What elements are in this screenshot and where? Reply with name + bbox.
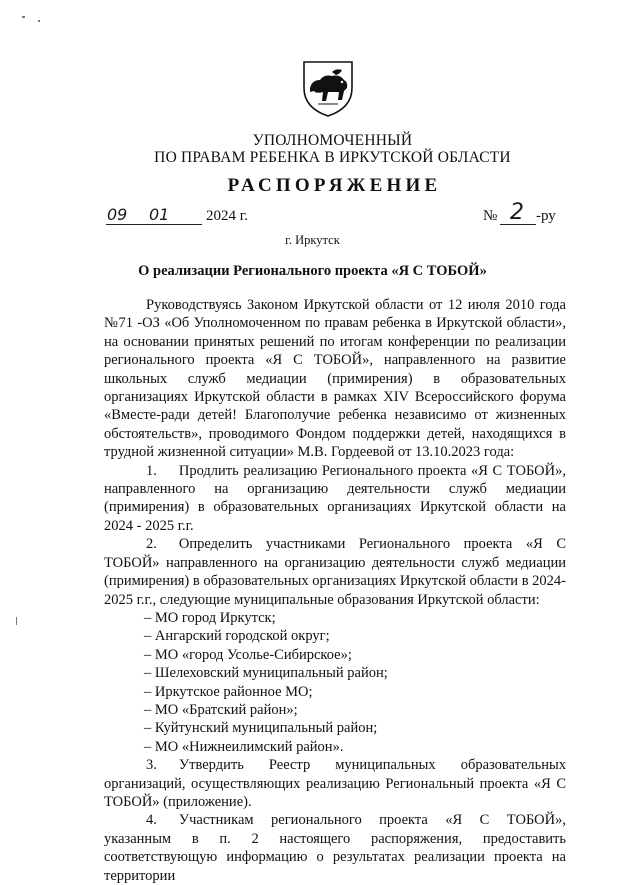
city: г. Иркутск xyxy=(285,233,340,247)
list-item: – Иркутское районное МО; xyxy=(144,683,313,700)
list-item: – МО город Иркутск; xyxy=(144,609,276,626)
date-month-handwritten: 01 xyxy=(149,205,170,224)
list-item: – МО «город Усолье-Сибирское»; xyxy=(144,646,352,663)
list-item: – МО «Нижнеилимский район». xyxy=(144,738,344,755)
item-text: Утвердить Реестр муниципальных образовательных организаций, осуществляющих реализацию Региональный проекта «Я С ТОБОЙ» (приложение). xyxy=(104,757,566,810)
scan-artifact xyxy=(22,16,25,18)
item-text: Определить участниками Регионального проекта «Я С ТОБОЙ» направленного на организацию деятельности служб медиации (примирения) в образовательных организациях Иркутской области в 2024-2025 г.г., следующие муниципальные образования Иркутской области: xyxy=(104,536,566,608)
scan-artifact xyxy=(16,617,17,625)
document-number-handwritten: 2 xyxy=(510,200,524,225)
document-subject: О реализации Регионального проекта «Я С ТОБОЙ» xyxy=(138,263,487,279)
list-item: – Куйтунский муниципальный район; xyxy=(144,720,378,737)
item-number: 3. xyxy=(146,757,157,774)
item-1 xyxy=(104,462,566,536)
date-year: 2024 г. xyxy=(206,208,248,224)
document-type-title: РАСПОРЯЖЕНИЕ xyxy=(227,175,442,196)
date-underline xyxy=(106,224,202,225)
date-number-line xyxy=(100,200,560,231)
item-text: Продлить реализацию Регионального проекта «Я С ТОБОЙ», направленного на организацию деятельности служб медиации (примирения) в образовательных организациях Иркутской области на 2024 - 2025 г.г. xyxy=(104,462,566,534)
list-item: – МО «Братский район»; xyxy=(144,701,298,718)
document-body xyxy=(104,296,566,885)
office-title-line-1: УПОЛНОМОЧЕННЫЙ xyxy=(252,132,413,149)
number-suffix: -ру xyxy=(536,208,556,224)
office-title-line-2: ПО ПРАВАМ РЕБЕНКА В ИРКУТСКОЙ ОБЛАСТИ xyxy=(154,149,511,166)
list-item: – Ангарский городской округ; xyxy=(144,628,330,645)
item-3 xyxy=(104,756,566,811)
item-number: 2. xyxy=(146,536,157,553)
list-item: – Шелеховский муниципальный район; xyxy=(144,665,388,682)
date-day-handwritten: 09 xyxy=(107,205,128,224)
scan-artifact xyxy=(38,20,40,22)
item-4 xyxy=(104,811,566,885)
item-number: 1. xyxy=(146,462,157,479)
number-sign: № xyxy=(483,208,498,224)
number-underline xyxy=(500,224,536,225)
item-2 xyxy=(104,535,566,609)
municipality-list xyxy=(104,609,566,756)
item-number: 4. xyxy=(146,812,157,829)
coat-of-arms-emblem xyxy=(298,58,358,118)
item-text: Участникам регионального проекта «Я С ТОБОЙ», указанным в п. 2 настоящего распоряжения, предоставить соответствующую информацию о результатах реализации проекта на территории xyxy=(104,812,566,884)
preamble-paragraph: Руководствуясь Законом Иркутской области от 12 июля 2010 года №71 -ОЗ «Об Уполномоченном по правам ребенка в Иркутской области», на основании принятых решений по итогам конференции по реализации регионального проекта «Я С ТОБОЙ», направленного на развитие школьных служб медиации (примирения) в образовательных организациях Иркутской области в рамках XIV Всероссийского форума «Вместе-ради детей! Благополучие ребенка независимо от жизненных обстоятельств», проводимого Фондом поддержки детей, находящихся в трудной жизненной ситуации» М.В. Гордеевой от 13.10.2023 года: xyxy=(104,297,566,461)
